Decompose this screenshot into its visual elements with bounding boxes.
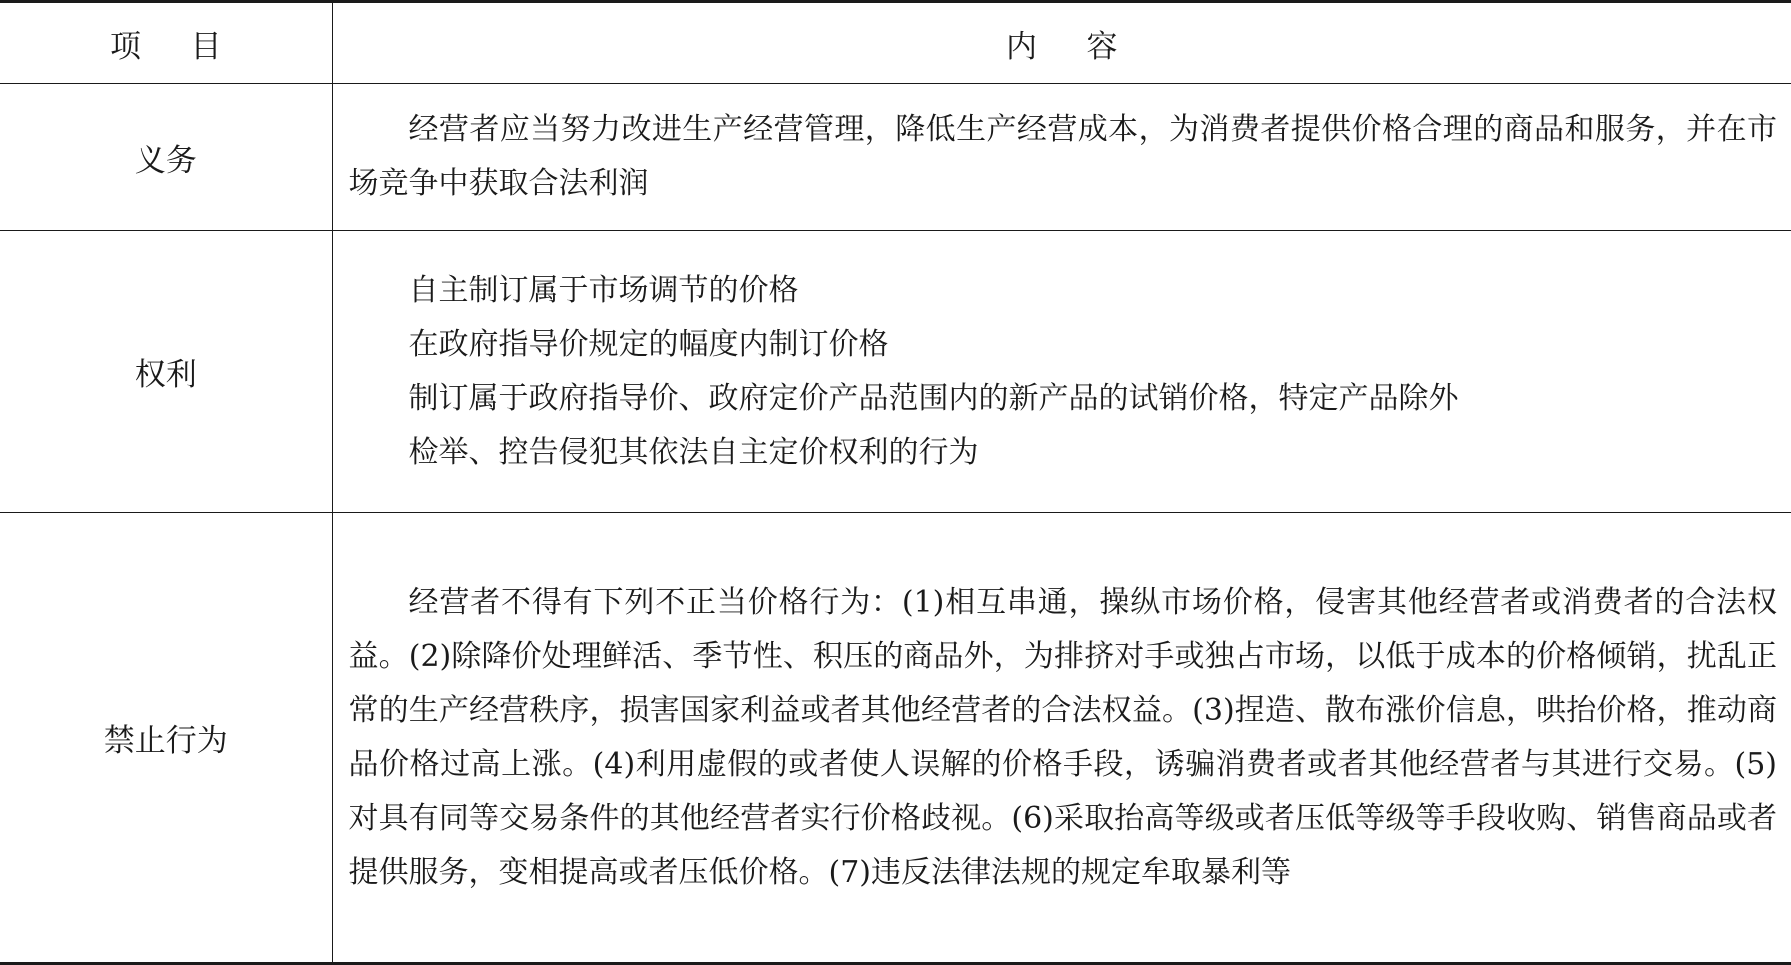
table-row-rights [0,231,1791,513]
item-cell-prohibited: 禁止行为 [0,513,332,964]
duty-text: 经营者应当努力改进生产经营管理，降低生产经营成本，为消费者提供价格合理的商品和服务，并在市场竞争中获取合法利润 [348,112,1777,201]
content-cell-duty [332,84,1791,231]
header-item-cell [0,2,332,84]
header-item-label: 项目 [109,28,272,65]
table-header-row [0,2,1791,84]
item-cell-duty: 义务 [0,84,332,231]
header-content-cell [332,2,1791,84]
item-cell-rights: 权利 [0,231,332,513]
rights-line: 在政府指导价规定的幅度内制订价格 [408,326,889,362]
table-row-duty [0,84,1791,231]
rights-line: 自主制订属于市场调节的价格 [408,272,799,308]
rights-line: 检举、控告侵犯其依法自主定价权利的行为 [408,434,979,470]
prohibited-text: 经营者不得有下列不正当价格行为：(1)相互串通，操纵市场价格，侵害其他经营者或消费者的合法权益。(2)除降价处理鲜活、季节性、积压的商品外，为排挤对手或独占市场，以低于成本的价格倾销，扰乱正常的生产经营秩序，损害国家利益或者其他经营者的合法权益。(3)捏造、散布涨价信息，哄抬价格，推动商品价格过高上涨。(4)利用虚假的或者使人误解的价格手段，诱骗消费者或者其他经营者与其进行交易。(5)对具有同等交易条件的其他经营者实行价格歧视。(6)采取抬高等级或者压低等级等手段收购、销售商品或者提供服务，变相提高或者压低价格。(7)违反法律法规的规定牟取暴利等 [348,584,1777,890]
table-row-prohibited [0,513,1791,964]
content-cell-rights [332,231,1791,513]
content-cell-prohibited [332,513,1791,964]
rights-line: 制订属于政府指导价、政府定价产品范围内的新产品的试销价格，特定产品除外 [408,380,1459,416]
header-content-label: 内容 [1005,28,1168,65]
